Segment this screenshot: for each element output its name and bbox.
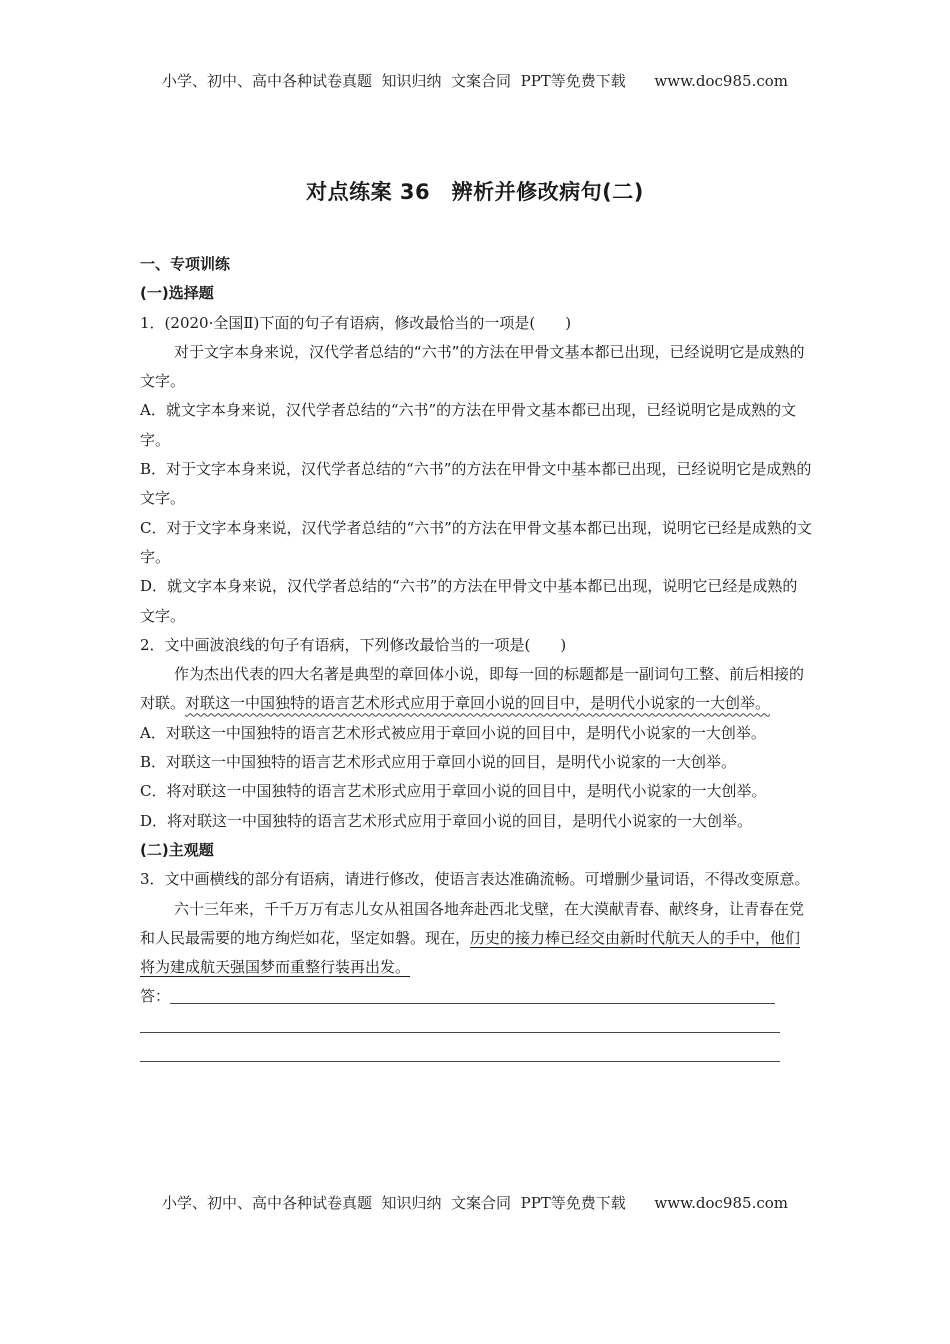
q2-passage <box>140 660 812 719</box>
q1-passage: 对于文字本身来说，汉代学者总结的“六书”的方法在甲骨文基本都已出现，已经说明它是成熟的文字。 <box>140 342 805 391</box>
q2-option-c: C．将对联这一中国独特的语言艺术形式应用于章回小说的回目中，是明代小说家的一大创举。 <box>140 782 767 801</box>
q2-passage-wavy-sentence: 对联这一中国独特的语言艺术形式应用于章回小说的回目中，是明代小说家的一大创举。 <box>185 694 771 713</box>
q3-passage-plain: 六十三年来，千千万万有志儿女从祖国各地奔赴西北戈壁，在大漠献青春、献终身，让青春在党和人民最需要的地方绚烂如花，坚定如磐。现在， <box>140 899 805 947</box>
section-heading: 一、专项训练 <box>140 255 231 273</box>
answer-line-1[interactable] <box>140 982 812 1011</box>
page-header: 小学、初中、高中各种试卷真题 知识归纳 文案合同 PPT等免费下载 www.doc985.com <box>161 72 788 90</box>
q3-stem: 3．文中画横线的部分有语病，请进行修改，使语言表达准确流畅。可增删少量词语，不得改变原意。 <box>140 870 810 889</box>
page-title: 对点练案 36 辨析并修改病句(二) <box>306 180 644 204</box>
q3-passage-underlined: 历史的接力棒已经交由新时代航天人的手中，他们将为建成航天强国梦而重整行装再出发。 <box>140 928 801 977</box>
q1-option-b: B．对于文字本身来说，汉代学者总结的“六书”的方法在甲骨文中基本都已出现，已经说明它是成熟的文字。 <box>140 460 812 508</box>
q3-passage <box>140 895 812 983</box>
q1-option-a: A．就文字本身来说，汉代学者总结的“六书”的方法在甲骨文基本都已出现，已经说明它是成熟的文字。 <box>140 401 797 449</box>
q2-passage-plain: 作为杰出代表的四大名著是典型的章回体小说，即每一回的标题都是一副词句工整、前后相接的对联。 <box>140 665 805 713</box>
q2-option-b: B．对联这一中国独特的语言艺术形式应用于章回小说的回目，是明代小说家的一大创举。 <box>140 753 737 772</box>
q1-option-d: D．就文字本身来说，汉代学者总结的“六书”的方法在甲骨文中基本都已出现，说明它已经是成熟的文字。 <box>140 577 798 625</box>
page-footer: 小学、初中、高中各种试卷真题 知识归纳 文案合同 PPT等免费下载 www.doc985.com <box>161 1194 788 1212</box>
q2-stem: 2．文中画波浪线的句子有语病，下列修改最恰当的一项是( ) <box>140 635 567 654</box>
q1-stem: 1．(2020·全国Ⅱ)下面的句子有语病，修改最恰当的一项是( ) <box>140 313 572 332</box>
q2-option-a: A．对联这一中国独特的语言艺术形式被应用于章回小说的回目中，是明代小说家的一大创举。 <box>140 723 766 742</box>
answer-line-2[interactable] <box>140 1012 812 1041</box>
subsection-subjective: (二)主观题 <box>140 840 214 859</box>
answer-label: 答： <box>140 987 171 1006</box>
answer-blank-1[interactable] <box>170 1003 775 1004</box>
exercise-content <box>140 250 812 1070</box>
answer-line-3[interactable] <box>140 1041 812 1070</box>
q2-option-d: D．将对联这一中国独特的语言艺术形式应用于章回小说的回目，是明代小说家的一大创举。 <box>140 811 753 830</box>
subsection-choice: (一)选择题 <box>140 284 214 303</box>
q1-option-c: C．对于文字本身来说，汉代学者总结的“六书”的方法在甲骨文基本都已出现，说明它已经是成熟的文字。 <box>140 518 812 566</box>
